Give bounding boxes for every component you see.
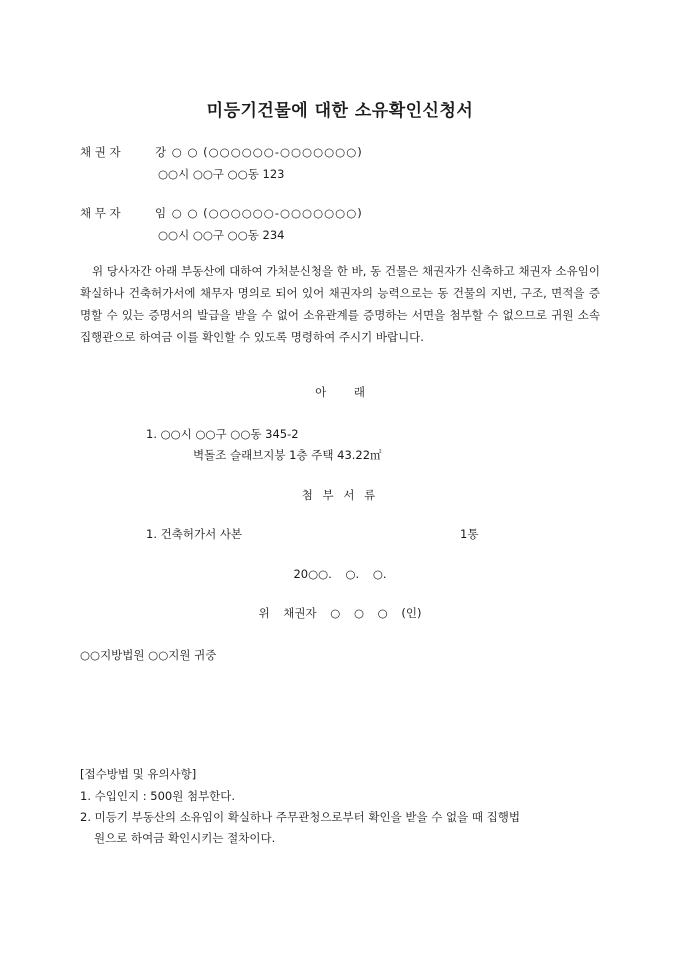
- court-addressee: ○○지방법원 ○○지원 귀중: [80, 648, 217, 662]
- notes-item-1: 1. 수입인지 : 500원 첨부한다.: [80, 789, 236, 803]
- debtor-name: 임 ○ ○ (○○○○○○-○○○○○○○): [155, 206, 363, 220]
- attachments-heading: 첨 부 서 류: [301, 488, 379, 502]
- creditor-label: 채 권 자: [80, 145, 121, 159]
- attachment-item: 1. 건축허가서 사본: [146, 527, 243, 541]
- property-address: 1. ○○시 ○○구 ○○동 345-2: [146, 427, 299, 441]
- debtor-address: ○○시 ○○구 ○○동 234: [158, 228, 285, 242]
- property-description: 벽돌조 슬래브지붕 1층 주택 43.22㎡: [193, 448, 382, 462]
- notes-heading: [접수방법 및 유의사항]: [80, 767, 197, 781]
- debtor-label: 채 무 자: [80, 206, 121, 220]
- notes-item-2-cont: 원으로 하여금 확인시키는 절차이다.: [94, 831, 276, 845]
- creditor-address: ○○시 ○○구 ○○동 123: [158, 167, 285, 181]
- signature-line: 위 채권자 ○ ○ ○ (인): [258, 606, 422, 620]
- creditor-name: 강 ○ ○ (○○○○○○-○○○○○○○): [155, 145, 363, 159]
- document-title: 미등기건물에 대한 소유확인신청서: [206, 101, 474, 121]
- attachment-count: 1통: [460, 527, 479, 541]
- below-heading: 아 래: [315, 385, 365, 399]
- notes-item-2: 2. 미등기 부동산의 소유임이 확실하나 주무관청으로부터 확인을 받을 수 없을 때 집행법: [80, 810, 520, 824]
- filing-date: 20○○. ○. ○.: [293, 567, 387, 581]
- body-paragraph: 위 당사자간 아래 부동산에 대하여 가처분신청을 한 바, 동 건물은 채권자가 신축하고 채권자 소유임이 확실하나 건축허가서에 채무자 명의로 되어 있어 채권자의 능력으로는 동 건물의 지번, 구조, 면적을 증명할 수 있는 증명서의 발급을 받을 수 없어 소유관계를 증명하는 서면을 첨부할 수 없으므로 귀원 소속 집행관으로 하여금 이를 확인할 수 있도록 명령하여 주시기 바랍니다.: [80, 264, 600, 344]
